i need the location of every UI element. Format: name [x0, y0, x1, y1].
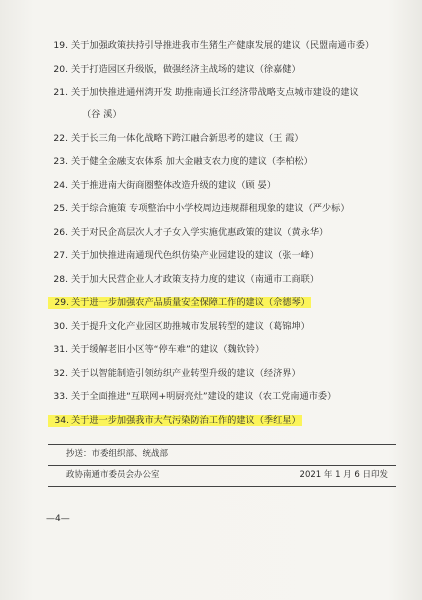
list-item — [48, 321, 408, 333]
item-text: 关于加快推进南通现代色织仿染产业园建设的建议（张一峰） — [71, 250, 320, 261]
list-item — [48, 227, 408, 239]
item-text: 关于进一步加强农产品质量安全保障工作的建议（佘德琴） — [71, 297, 310, 308]
item-text: 关于缓解老旧小区等“停车难”的建议（魏钦铃） — [71, 344, 265, 355]
item-number: 32. — [53, 367, 68, 379]
list-item — [48, 180, 408, 192]
item-text: 关于以智能制造引领纺织产业转型升级的建议（经济界） — [71, 367, 301, 379]
item-text: 关于健全金融支农体系 加大金融支农力度的建议（李柏松） — [71, 156, 313, 167]
item-number: 19. — [53, 40, 68, 51]
item-text: 关于加快推进通州湾开发 助推南通长江经济带战略支点城市建设的建议 — [71, 87, 359, 98]
item-text: 关于对民企高层次人才子女入学实施优惠政策的建议（黄永华） — [71, 226, 329, 238]
item-number: 20. — [53, 63, 68, 75]
item-number: 21. — [53, 87, 68, 98]
item-text: 关于推进南大街商圈整体改造升级的建议（顾 晏） — [71, 179, 277, 191]
item-number: 25. — [53, 203, 68, 214]
list-item — [48, 368, 408, 380]
page-number: —4— — [46, 514, 70, 524]
list-item — [48, 156, 408, 168]
cc-line: 抄送：市委组织部、统战部 — [66, 449, 169, 459]
print-date: 2021 年 1 月 6 日印发 — [299, 470, 388, 480]
item-text: 关于提升文化产业园区助推城市发展转型的建议（葛锦坤） — [71, 320, 310, 332]
item-number: 31. — [53, 344, 68, 355]
suggestion-list — [48, 40, 408, 438]
item-number: 24. — [53, 179, 68, 191]
item-number: 28. — [53, 273, 68, 285]
list-item — [48, 344, 408, 356]
list-item — [48, 274, 408, 286]
issuer: 政协南通市委员会办公室 — [66, 470, 160, 480]
list-item — [48, 133, 408, 145]
item-number: 27. — [53, 250, 68, 261]
list-item-highlighted — [48, 415, 408, 427]
item-number: 26. — [53, 226, 68, 238]
divider — [48, 444, 396, 445]
item-number: 34. — [48, 415, 70, 427]
item-number: 23. — [53, 156, 68, 167]
item-text: 关于长三角一体化战略下跨江融合新思考的建议（王 霞） — [71, 132, 304, 144]
item-number: 33. — [53, 391, 68, 402]
item-number: 30. — [53, 320, 68, 332]
list-item — [48, 391, 408, 403]
item-number: 29. — [48, 297, 70, 309]
item-text: 关于进一步加强我市大气污染防治工作的建议（季红星） — [71, 414, 301, 426]
list-item-highlighted — [48, 297, 408, 309]
item-text-continuation: （谷 溪） — [82, 109, 122, 120]
list-item — [48, 64, 408, 76]
list-item — [48, 203, 408, 215]
item-text: 关于打造园区升级版，做强经济主战场的建议（徐嘉健） — [71, 63, 301, 75]
list-item — [48, 40, 408, 52]
divider — [48, 465, 396, 466]
item-text: 关于加强政策扶持引导推进我市生猪生产健康发展的建议（民盟南通市委） — [71, 40, 375, 51]
list-item — [48, 87, 408, 121]
item-text: 关于综合施策 专项整治中小学校周边违规群租现象的建议（严少标） — [71, 203, 350, 214]
item-text: 关于全面推进“互联网+明厨亮灶”建设的建议（农工党南通市委） — [71, 391, 337, 402]
divider — [48, 486, 396, 487]
list-item — [48, 250, 408, 262]
item-text: 关于加大民营企业人才政策支持力度的建议（南通市工商联） — [71, 273, 320, 285]
item-number: 22. — [53, 132, 68, 144]
